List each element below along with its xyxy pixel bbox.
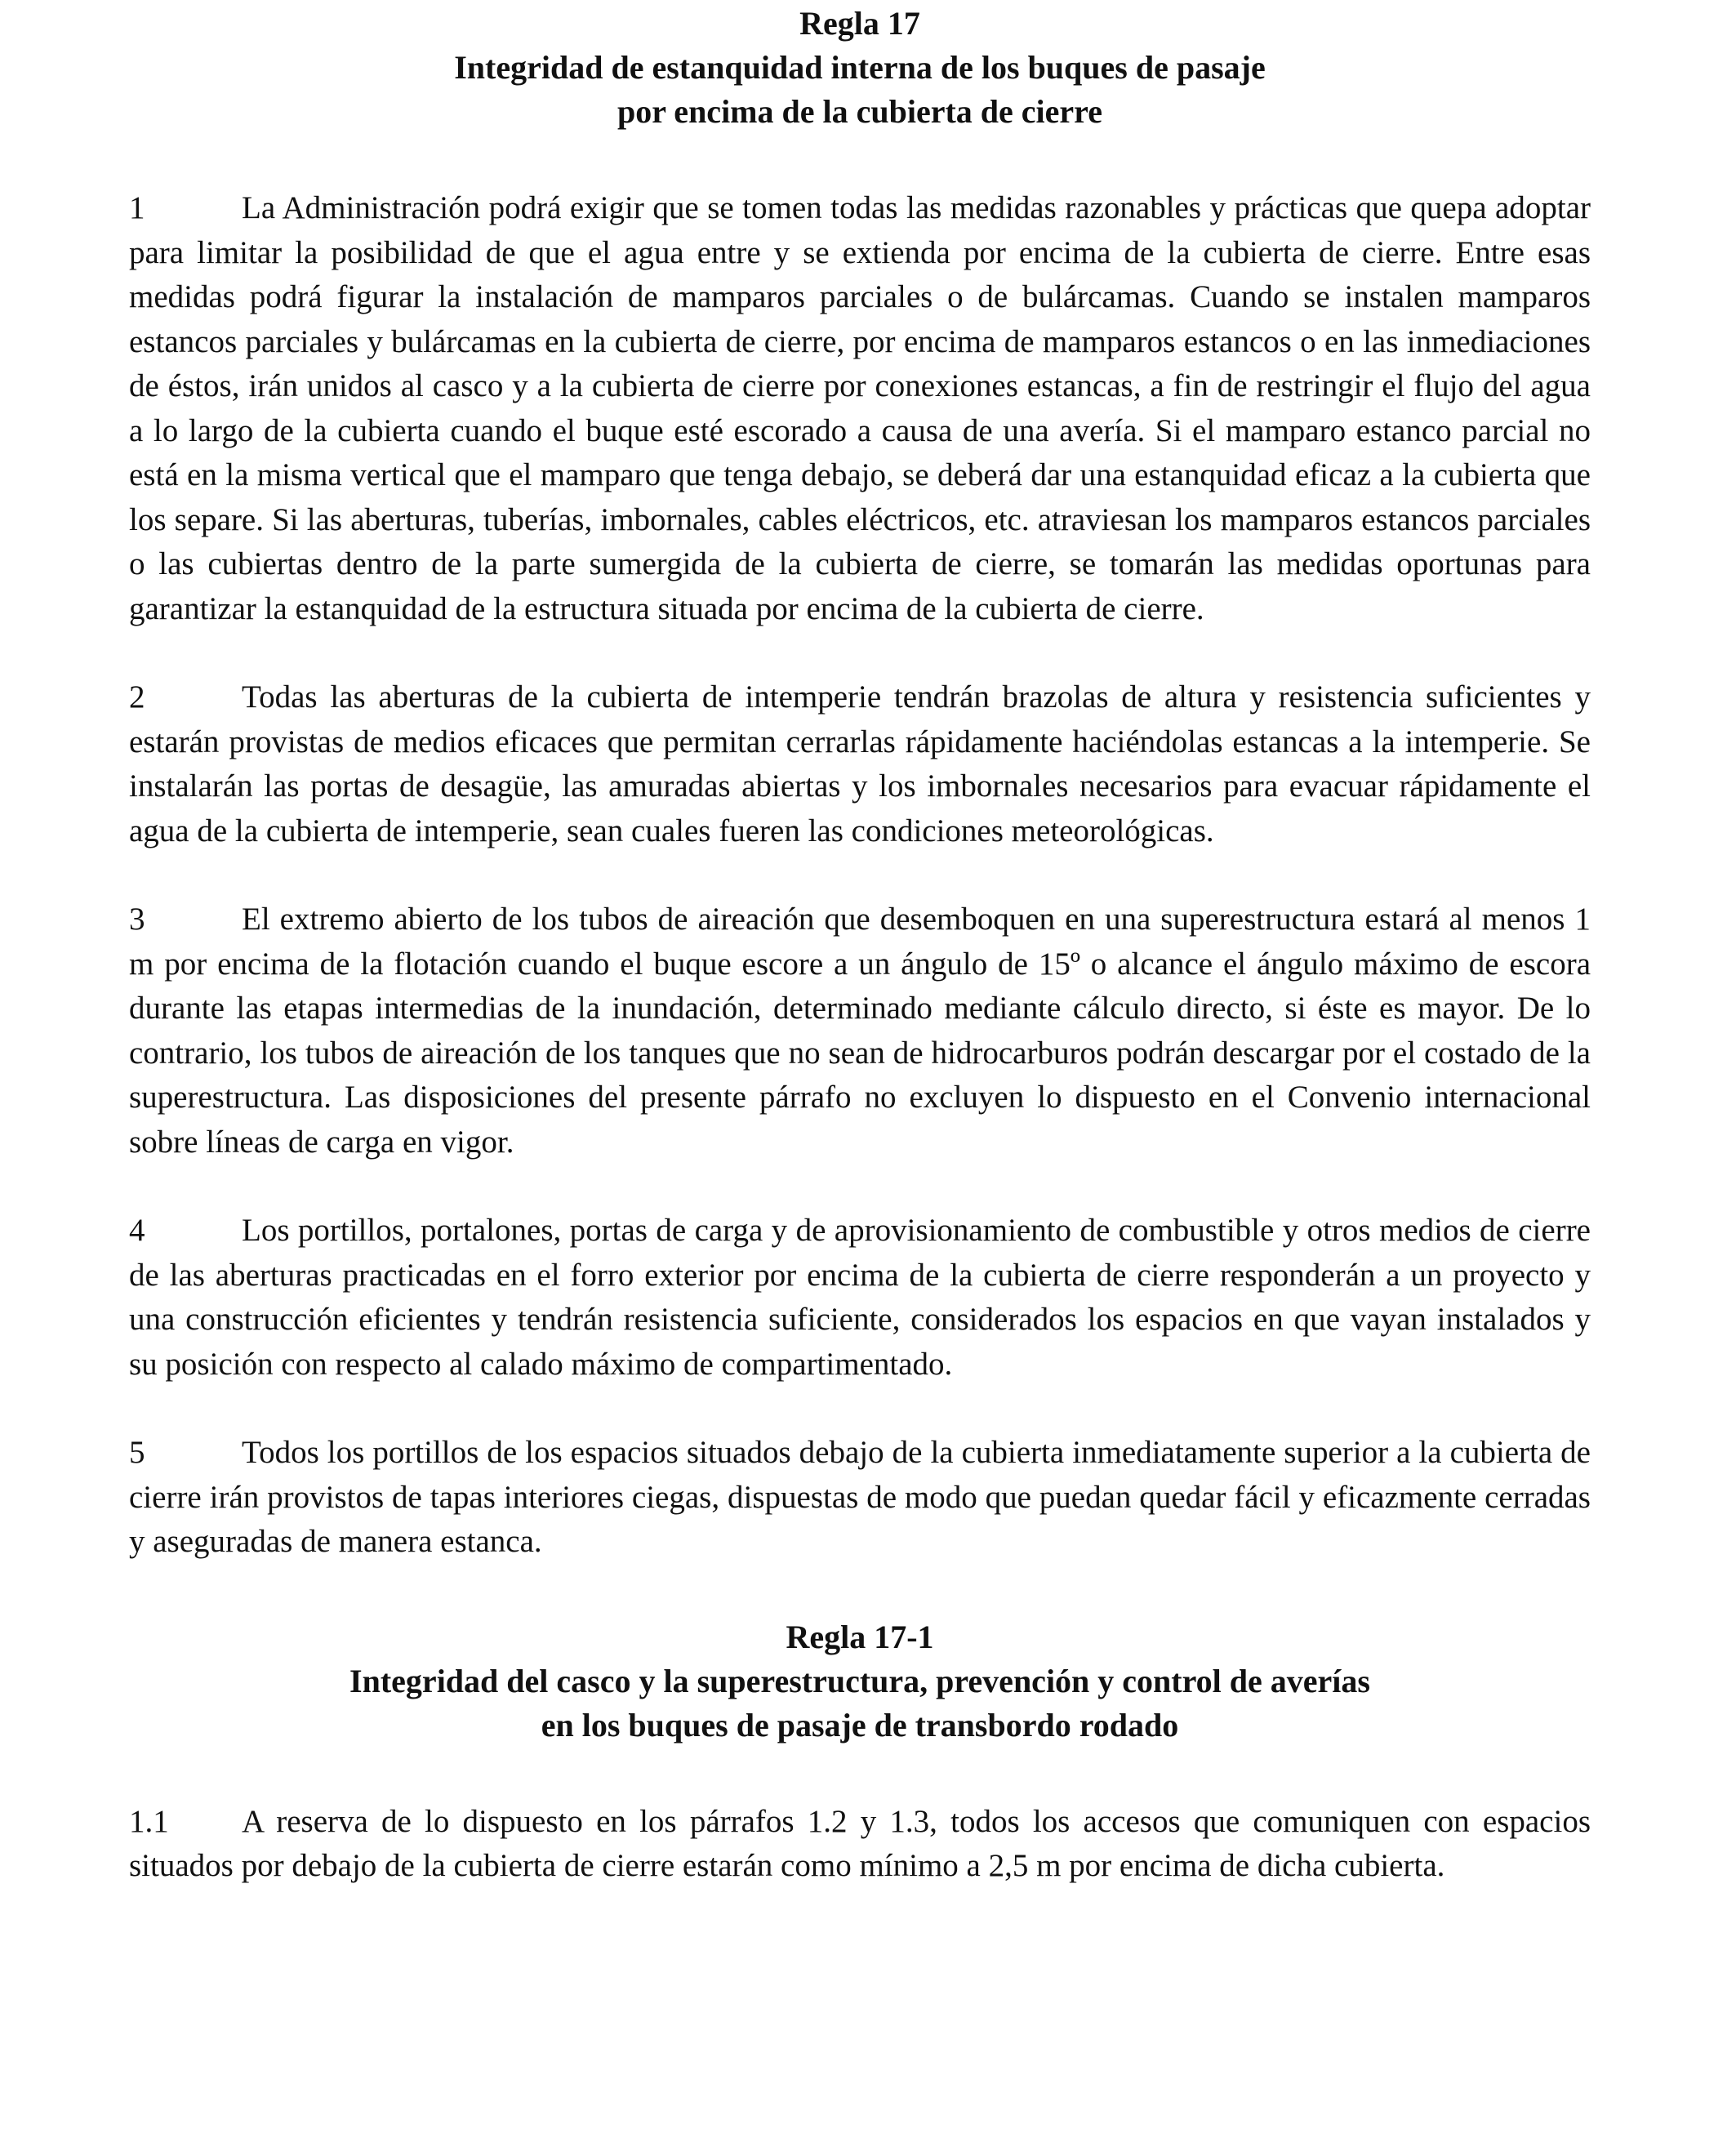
paragraph-text: El extremo abierto de los tubos de aireación que desemboquen en una superestructura estará al menos 1 m por encima de la flotación cuando el buque escore a un ángulo de 15º o alcance el ángulo máximo de escora durante las etapas intermedias de la inundación, determinado mediante cálculo directo, si éste es mayor. De lo contrario, los tubos de aireación de los tanques que no sean de hidrocarburos podrán descargar por el costado de la superestructura. Las disposiciones del presente párrafo no excluyen lo dispuesto en el Convenio internacional sobre líneas de carga en vigor. [129,902,1591,1160]
paragraph-number: 5 [129,1435,145,1470]
rule-17-1-heading [129,1615,1591,1748]
rule-17-paragraph-2 [129,675,1591,853]
paragraph-text: Todos los portillos de los espacios situados debajo de la cubierta inmediatamente superior a la cubierta de cierre irán provistos de tapas interiores ciegas, dispuestas de modo que puedan quedar fácil y eficazmente cerradas y aseguradas de manera estanca. [129,1435,1591,1559]
paragraph-number: 4 [129,1213,145,1248]
paragraph-number: 3 [129,902,145,937]
rule-17-1-subtitle-line-2: en los buques de pasaje de transbordo rodado [541,1706,1179,1744]
paragraph-text: Todas las aberturas de la cubierta de intemperie tendrán brazolas de altura y resistencia suficientes y estarán provistas de medios eficaces que permitan cerrarlas rápidamente haciéndolas estancas a la intemperie. Se instalarán las portas de desagüe, las amuradas abiertas y los imbornales necesarios para evacuar rápidamente el agua de la cubierta de intemperie, sean cuales fueren las condiciones meteorológicas. [129,679,1591,848]
rule-17-paragraph-1 [129,186,1591,631]
paragraph-number: 2 [129,679,145,715]
paragraph-text: Los portillos, portalones, portas de carga y de aprovisionamiento de combustible y otros medios de cierre de las aberturas practicadas en el forro exterior por encima de la cubierta de cierre responderán a un proyecto y una construcción eficientes y tendrán resistencia suficiente, considerados los espacios en que vayan instalados y su posición con respecto al calado máximo de compartimentado. [129,1213,1591,1382]
rule-17-subtitle-line-2: por encima de la cubierta de cierre [617,93,1102,130]
rule-17-1-subtitle-line-1: Integridad del casco y la superestructura, prevención y control de averías [349,1662,1370,1699]
paragraph-number: 1.1 [129,1803,169,1839]
rule-17-1-title: Regla 17-1 [786,1618,934,1655]
paragraph-number: 1 [129,190,145,225]
rule-17-paragraph-4 [129,1209,1591,1387]
document-content [129,2,1591,1889]
rule-17-paragraph-3 [129,897,1591,1165]
paragraph-text: A reserva de lo dispuesto en los párrafos 1.2 y 1.3, todos los accesos que comuniquen con espacios situados por debajo de la cubierta de cierre estarán como mínimo a 2,5 m por encima de dicha cubierta. [129,1803,1591,1883]
rule-17-subtitle-line-1: Integridad de estanquidad interna de los buques de pasaje [454,49,1266,86]
rule-17-paragraph-5 [129,1431,1591,1565]
paragraph-text: La Administración podrá exigir que se tomen todas las medidas razonables y prácticas que quepa adoptar para limitar la posibilidad de que el agua entre y se extienda por encima de la cubierta de cierre. Entre esas medidas podrá figurar la instalación de mamparos parciales o de bulárcamas. Cuando se instalen mamparos estancos parciales y bulárcamas en la cubierta de cierre, por encima de mamparos estancos o en las inmediaciones de éstos, irán unidos al casco y a la cubierta de cierre por conexiones estancas, a fin de restringir el flujo del agua a lo largo de la cubierta cuando el buque esté escorado a causa de una avería. Si el mamparo estanco parcial no está en la misma vertical que el mamparo que tenga debajo, se deberá dar una estanquidad eficaz a la cubierta que los separe. Si las aberturas, tuberías, imbornales, cables eléctricos, etc. atraviesan los mamparos estancos parciales o las cubiertas dentro de la parte sumergida de la cubierta de cierre, se tomarán las medidas oportunas para garantizar la estanquidad de la estructura situada por encima de la cubierta de cierre. [129,190,1591,626]
rule-17-1-paragraph-1-1 [129,1800,1591,1889]
rule-17-heading [129,2,1591,134]
rule-17-title: Regla 17 [799,5,920,42]
